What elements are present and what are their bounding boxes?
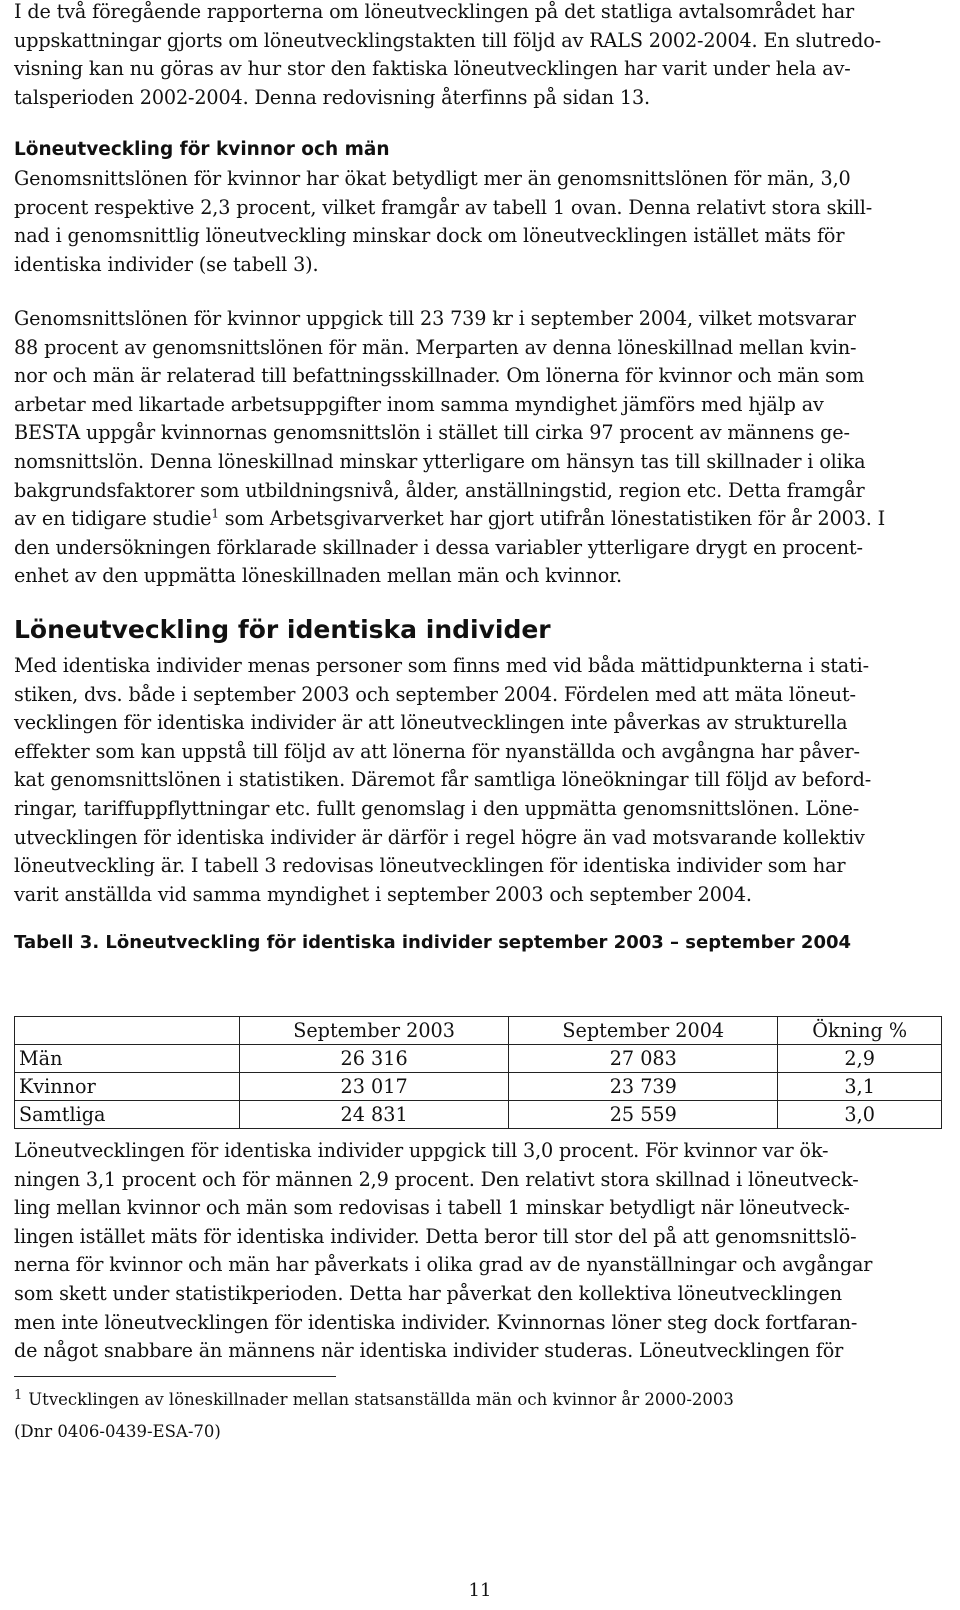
section3-paragraph — [14, 1137, 942, 1366]
text-line: nor och män är relaterad till befattningsskillnader. Om lönerna för kvinnor och män som — [14, 364, 865, 388]
text-line: ningen 3,1 procent och för männen 2,9 procent. Den relativt stora skillnad i löneutveck- — [14, 1167, 859, 1191]
table-cell: 3,0 — [778, 1101, 942, 1129]
table-row — [15, 1101, 942, 1129]
text-line: enhet av den uppmätta löneskillnaden mellan män och kvinnor. — [14, 564, 622, 588]
text-line: vecklingen för identiska individer är att löneutvecklingen inte påverkas av strukturella — [14, 711, 848, 735]
text-line: Löneutvecklingen för identiska individer uppgick till 3,0 procent. För kvinnor var ök- — [14, 1139, 829, 1162]
section1-paragraph-2 — [14, 305, 942, 591]
text-line: Genomsnittslönen för kvinnor uppgick till 23 739 kr i september 2004, vilket motsvarar — [14, 307, 856, 330]
table-row — [15, 1045, 942, 1073]
section-heading-identical-individuals: Löneutveckling för identiska individer — [14, 615, 551, 644]
text-line: ringar, tariffuppflyttningar etc. fullt genomslag i den uppmätta genomsnittslönen. Löne- — [14, 796, 860, 820]
table-header-cell: Ökning % — [778, 1017, 942, 1045]
table-caption: Tabell 3. Löneutveckling för identiska individer september 2003 – september 2004 — [14, 932, 852, 953]
table-cell: 25 559 — [509, 1101, 778, 1129]
footnote-text-line — [14, 1388, 734, 1412]
text-line: uppskattningar gjorts om löneutvecklingstakten till följd av RALS 2002-2004. En slutredo- — [14, 28, 882, 52]
table-cell: 27 083 — [509, 1045, 778, 1073]
text-line: lingen istället mäts för identiska individer. Detta beror till stor del på att genomsnittslö- — [14, 1224, 857, 1248]
text-line: varit anställda vid samma myndighet i september 2003 och september 2004. — [14, 882, 752, 906]
text-line: men inte löneutvecklingen för identiska individer. Kvinnornas löner steg dock fortfaran- — [14, 1310, 858, 1334]
text-line: talsperioden 2002-2004. Denna redovisning återfinns på sidan 13. — [14, 85, 650, 109]
data-table — [14, 1016, 942, 1129]
text-line: Med identiska individer menas personer som finns med vid båda mättidpunkterna i stati- — [14, 654, 869, 677]
table-cell: 26 316 — [240, 1045, 509, 1073]
text-line: identiska individer (se tabell 3). — [14, 252, 319, 276]
text-line: stiken, dvs. både i september 2003 och september 2004. Fördelen med att mäta löneut- — [14, 682, 856, 706]
text-line: löneutveckling är. I tabell 3 redovisas löneutvecklingen för identiska individer som har — [14, 854, 846, 878]
intro-paragraph — [14, 0, 942, 112]
section1-paragraph-1 — [14, 165, 942, 279]
text-line: procent respektive 2,3 procent, vilket framgår av tabell 1 ovan. Denna relativt stora skill- — [14, 195, 873, 219]
footnote-number: 1 — [14, 1387, 23, 1403]
text-line: bakgrundsfaktorer som utbildningsnivå, ålder, anställningstid, region etc. Detta framgår — [14, 478, 865, 502]
text-line: I de två föregående rapporterna om löneutvecklingen på det statliga avtalsområdet har — [14, 0, 855, 23]
table-cell-label: Samtliga — [15, 1101, 240, 1129]
table-row — [15, 1073, 942, 1101]
text-line: som skett under statistikperioden. Detta har påverkat den kollektiva löneutvecklingen — [14, 1281, 842, 1305]
footnote-divider — [14, 1376, 336, 1377]
page-number: 11 — [468, 1580, 492, 1601]
text-segment: av en tidigare studie — [14, 507, 212, 531]
table-cell: 3,1 — [778, 1073, 942, 1101]
footnote-reference-line: (Dnr 0406-0439-ESA-70) — [14, 1422, 221, 1441]
text-line: Genomsnittslönen för kvinnor har ökat betydligt mer än genomsnittslönen för män, 3,0 — [14, 167, 851, 190]
text-line: visning kan nu göras av hur stor den faktiska löneutvecklingen har varit under hela av- — [14, 57, 851, 81]
footnote-reference[interactable]: 1 — [211, 506, 219, 521]
section-heading-women-men: Löneutveckling för kvinnor och män — [14, 139, 390, 160]
text-line: nad i genomsnittlig löneutveckling minskar dock om löneutvecklingen istället mäts för — [14, 224, 845, 248]
text-line: ling mellan kvinnor och män som redovisas i tabell 1 minskar betydligt när löneutveck- — [14, 1196, 850, 1220]
text-segment: som Arbetsgivarverket har gjort utifrån lönestatistiken för år 2003. I — [218, 507, 886, 531]
text-line-with-footnote — [14, 505, 942, 534]
table-cell: 2,9 — [778, 1045, 942, 1073]
text-line: nerna för kvinnor och män har påverkats i olika grad av de nyanställningar och avgångar — [14, 1253, 873, 1277]
text-line: BESTA uppgår kvinnornas genomsnittslön i stället till cirka 97 procent av männens ge- — [14, 421, 850, 445]
table-cell-label: Kvinnor — [15, 1073, 240, 1101]
text-line: den undersökningen förklarade skillnader i dessa variabler ytterligare drygt en procent- — [14, 535, 863, 559]
text-line: effekter som kan uppstå till följd av att lönerna för nyanställda och avgångna har påver- — [14, 739, 860, 763]
footnote-text: Utvecklingen av löneskillnader mellan statsanställda män och kvinnor år 2000-2003 — [28, 1390, 734, 1409]
footnote — [14, 1388, 734, 1444]
section2-paragraph — [14, 652, 942, 909]
text-line: utvecklingen för identiska individer är därför i regel högre än vad motsvarande kollektiv — [14, 825, 865, 849]
table-cell-label: Män — [15, 1045, 240, 1073]
table-header-cell: September 2004 — [509, 1017, 778, 1045]
table-header-cell: September 2003 — [240, 1017, 509, 1045]
table-header-row — [15, 1017, 942, 1045]
table-header-cell — [15, 1017, 240, 1045]
table-cell: 23 739 — [509, 1073, 778, 1101]
table-cell: 24 831 — [240, 1101, 509, 1129]
text-line: nomsnittslön. Denna löneskillnad minskar ytterligare om hänsyn tas till skillnader i olika — [14, 449, 866, 473]
text-line: arbetar med likartade arbetsuppgifter inom samma myndighet jämförs med hjälp av — [14, 392, 824, 416]
text-line: 88 procent av genomsnittslönen för män. Merparten av denna löneskillnad mellan kvin- — [14, 335, 857, 359]
text-line: kat genomsnittslönen i statistiken. Däremot får samtliga löneökningar till följd av beford- — [14, 768, 872, 792]
text-line: de något snabbare än männens när identiska individer studeras. Löneutvecklingen för — [14, 1339, 844, 1363]
table-cell: 23 017 — [240, 1073, 509, 1101]
